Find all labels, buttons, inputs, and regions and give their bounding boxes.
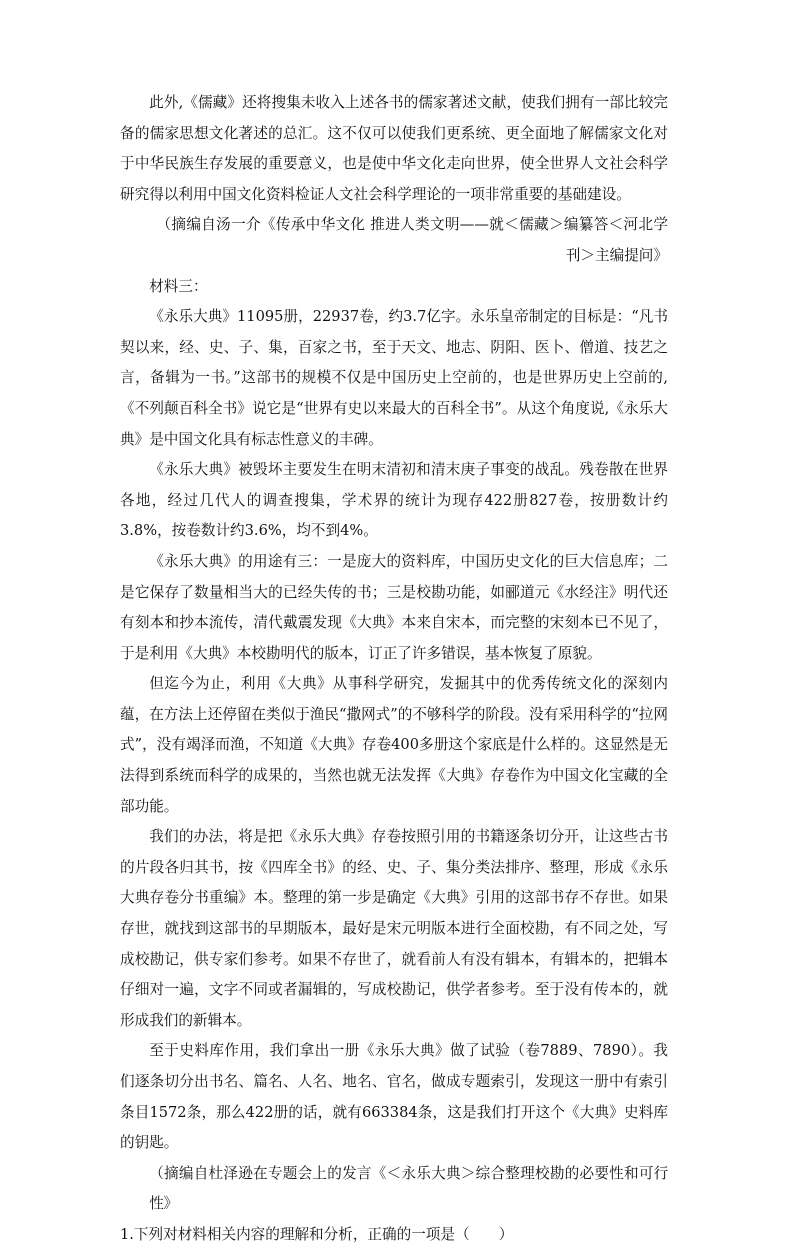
source-citation-tang: （摘编自汤一介《传承中华文化 推进人类文明——就＜儒藏＞编纂答＜河北学刊＞主编提问》: [156, 216, 668, 264]
paragraph-yongle-scale: 《永乐大典》11095册，22937卷，约3.7亿字。永乐皇帝制定的目标是：“凡书契以来，经、史、子、集，百家之书，至于天文、地志、阴阳、医卜、僧道、技艺之言，备辑为一书。”这部书的规模不仅是中国历史上空前的，也是世界历史上空前的,《不列颠百科全书》说它是“世界有史以来最大的百科全书”。从这个角度说,《永乐大典》是中国文化具有标志性意义的丰碑。: [120, 308, 668, 448]
material-three-heading: 材料三：: [149, 277, 208, 295]
question-one: 1.下列对材料相关内容的理解和分析，正确的一项是（ ）: [120, 1225, 514, 1243]
paragraph-yongle-damage: 《永乐大典》被毁坏主要发生在明末清初和清末庚子事变的战乱。残卷散在世界各地，经过几代人的调查搜集，学术界的统计为现存422册827卷，按册数计约3.8%，按卷数计约3.6%，均不到4%。: [120, 461, 668, 540]
paragraph-research-method: 但迄今为止，利用《大典》从事科学研究，发掘其中的优秀传统文化的深刻内蕴，在方法上还停留在类似于渔民“撒网式”的不够科学的阶段。没有采用科学的“拉网式”，没有竭泽而渔，不知道《大典》存卷400多册这个家底是什么样的。这显然是无法得到系统而科学的成果的，当然也就无法发挥《大典》存卷作为中国文化宝藏的全部功能。: [120, 675, 668, 815]
paragraph-yongle-uses: 《永乐大典》的用途有三：一是庞大的资料库，中国历史文化的巨大信息库；二是它保存了数量相当大的已经失传的书；三是校勘功能，如郦道元《水经注》明代还有刻本和抄本流传，清代戴震发现《大典》本来自宋本，而完整的宋刻本已不见了，于是利用《大典》本校勘明代的版本，订正了许多错误，基本恢复了原貌。: [120, 552, 668, 662]
paragraph-archive-trial: 至于史料库作用，我们拿出一册《永乐大典》做了试验（卷7889、7890）。我们逐条切分出书名、篇名、人名、地名、官名，做成专题索引，发现这一册中有索引条目1572条，那么422册的话，就有663384条，这是我们打开这个《大典》史料库的钥匙。: [120, 1042, 668, 1152]
source-citation-du: （摘编自杜泽逊在专题会上的发言《＜永乐大典＞综合整理校勘的必要性和可行性》: [149, 1164, 668, 1213]
paragraph-rucang-summary: 此外,《儒藏》还将搜集未收入上述各书的儒家著述文献，使我们拥有一部比较完备的儒家思想文化著述的总汇。这不仅可以使我们更系统、更全面地了解儒家文化对于中华民族生存发展的重要意义，也是使中华文化走向世界，使全世界人文社会科学研究得以利用中国文化资料检证人文社会科学理论的一项非常重要的基础建设。: [120, 94, 668, 203]
document-page: [120, 88, 668, 1251]
paragraph-our-approach: 我们的办法，将是把《永乐大典》存卷按照引用的书籍逐条切分开，让这些古书的片段各归其书，按《四库全书》的经、史、子、集分类法排序、整理，形成《永乐大典存卷分书重编》本。整理的第一步是确定《大典》引用的这部书存不存世。如果存世，就找到这部书的早期版本，最好是宋元明版本进行全面校勘，有不同之处，写成校勘记，供专家们参考。如果不存世了，就看前人有没有辑本，有辑本的，把辑本仔细对一遍，文字不同或者漏辑的，写成校勘记，供学者参考。至于没有传本的，就形成我们的新辑本。: [120, 828, 668, 1029]
